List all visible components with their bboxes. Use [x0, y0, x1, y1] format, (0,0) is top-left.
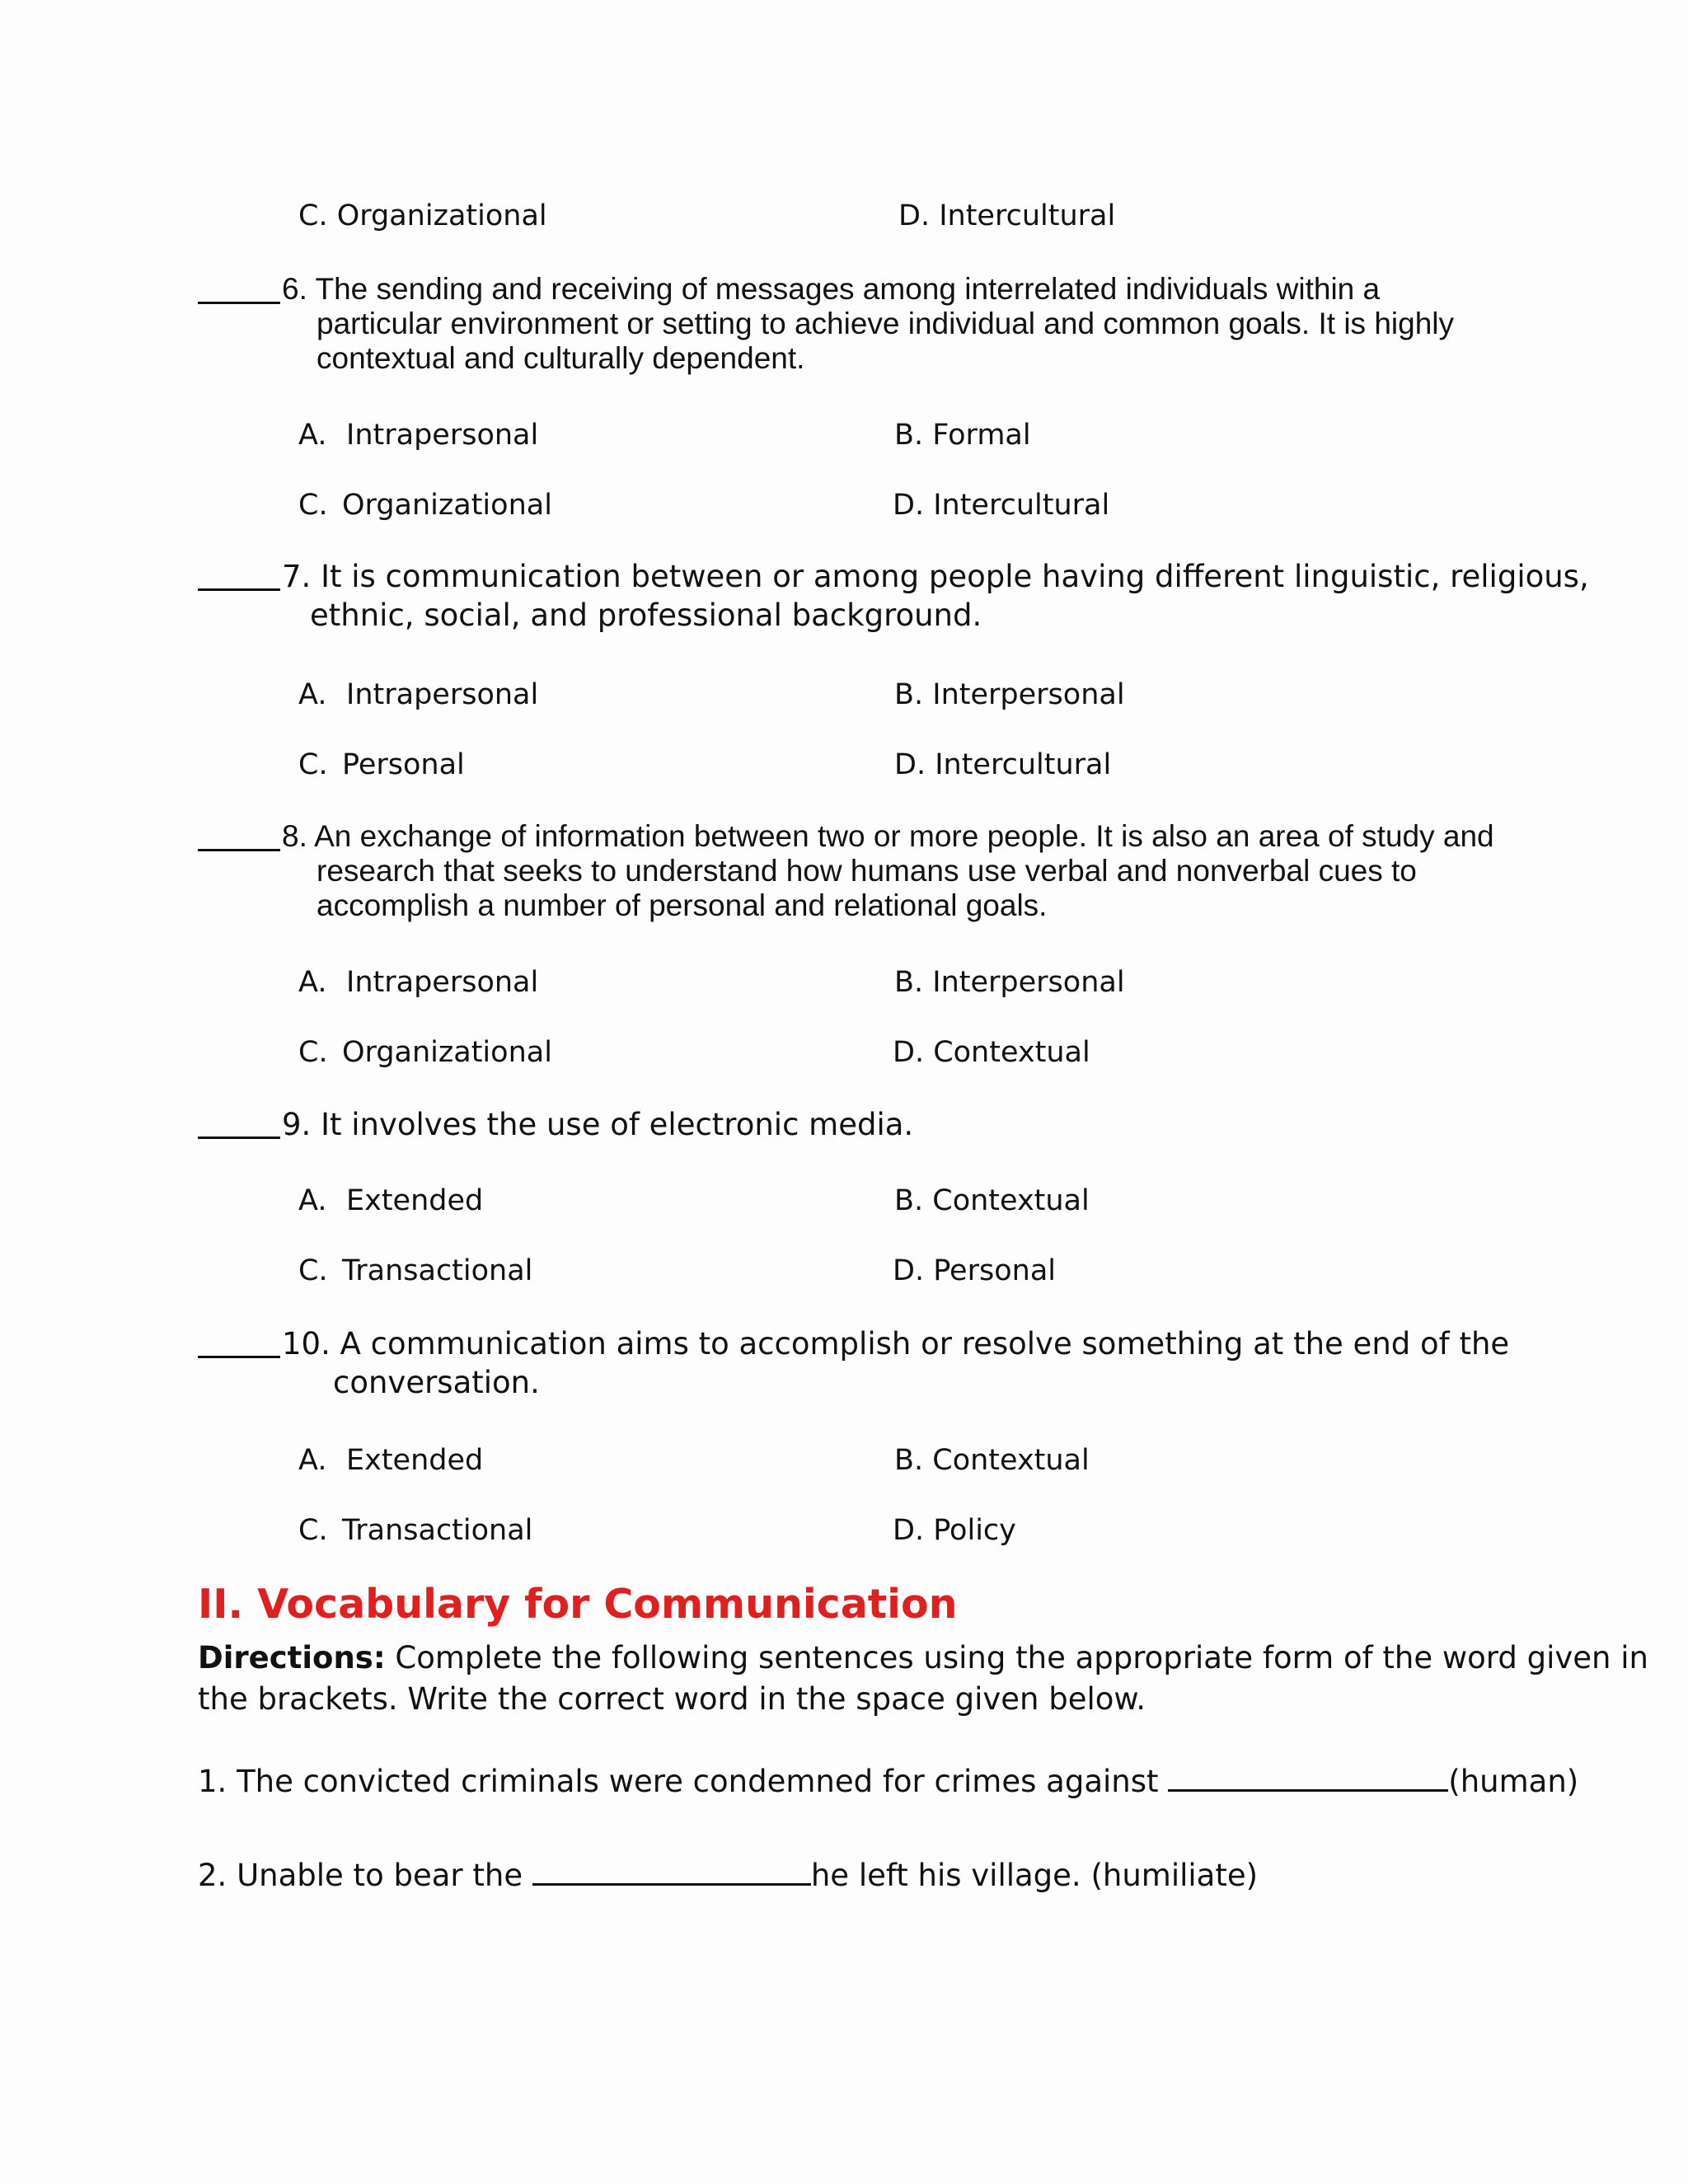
question-9 [198, 1107, 913, 1142]
q8-option-c[interactable]: C. Organizational [298, 1036, 552, 1069]
section-heading: II. Vocabulary for Communication [198, 1581, 958, 1628]
q7-option-b[interactable]: B. Interpersonal [894, 678, 1125, 711]
q5-option-d: D. Intercultural [898, 199, 1116, 232]
answer-blank[interactable] [198, 1326, 280, 1358]
q8-option-a[interactable]: A. Intrapersonal [298, 966, 539, 999]
question-text: 10. A communication aims to accomplish or resolve something at the end of the [282, 1326, 1510, 1361]
q9-option-b[interactable]: B. Contextual [894, 1184, 1090, 1217]
directions-label: Directions: [198, 1640, 386, 1675]
q10-option-a[interactable]: A. Extended [298, 1444, 484, 1477]
question-text-cont: research that seeks to understand how humans use verbal and nonverbal cues to [316, 854, 1417, 888]
q10-option-b[interactable]: B. Contextual [894, 1444, 1090, 1477]
question-text: 8. An exchange of information between two or more people. It is also an area of study and [282, 819, 1494, 853]
answer-blank[interactable] [1168, 1761, 1448, 1792]
answer-blank[interactable] [198, 1107, 280, 1139]
q9-option-a[interactable]: A. Extended [298, 1184, 484, 1217]
q7-option-a[interactable]: A. Intrapersonal [298, 678, 539, 711]
directions-line-1: Directions: Complete the following sentences using the appropriate form of the word given in [198, 1640, 1648, 1675]
question-text: 7. It is communication between or among people having different linguistic, religious, [282, 559, 1589, 594]
answer-blank[interactable] [532, 1855, 811, 1886]
q5-option-c: C. Organizational [298, 199, 547, 232]
question-7 [198, 559, 1589, 633]
question-text-cont: ethnic, social, and professional background. [310, 598, 982, 633]
question-6 [198, 272, 1454, 376]
q6-option-a[interactable]: A. Intrapersonal [298, 419, 539, 452]
answer-blank[interactable] [198, 272, 280, 304]
q7-option-c[interactable]: C. Personal [298, 748, 465, 781]
q9-option-c[interactable]: C. Transactional [298, 1254, 533, 1287]
q6-option-d[interactable]: D. Intercultural [893, 489, 1110, 522]
question-8 [198, 819, 1494, 923]
question-text-cont: accomplish a number of personal and relational goals. [316, 888, 1048, 922]
q8-option-b[interactable]: B. Interpersonal [894, 966, 1125, 999]
answer-blank[interactable] [198, 559, 280, 591]
q10-option-d[interactable]: D. Policy [893, 1514, 1016, 1547]
question-text: 6. The sending and receiving of messages among interrelated individuals within a [282, 272, 1381, 306]
q6-option-b[interactable]: B. Formal [894, 419, 1031, 452]
q10-option-c[interactable]: C. Transactional [298, 1514, 533, 1547]
vocab-item-1: 1. The convicted criminals were condemned for crimes against (human) [198, 1761, 1578, 1799]
question-10 [198, 1326, 1509, 1400]
directions-line-2: the brackets. Write the correct word in the space given below. [198, 1681, 1146, 1717]
q6-option-c[interactable]: C. Organizational [298, 489, 552, 522]
question-text: 9. It involves the use of electronic media. [282, 1107, 914, 1142]
vocab-item-2: 2. Unable to bear the he left his village. (humiliate) [198, 1855, 1258, 1893]
q9-option-d[interactable]: D. Personal [893, 1254, 1056, 1287]
q7-option-d[interactable]: D. Intercultural [894, 748, 1112, 781]
question-text-cont: conversation. [333, 1365, 540, 1400]
q8-option-d[interactable]: D. Contextual [893, 1036, 1090, 1069]
question-text-cont: contextual and culturally dependent. [316, 341, 805, 375]
question-text-cont: particular environment or setting to achieve individual and common goals. It is highly [316, 307, 1455, 340]
answer-blank[interactable] [198, 819, 280, 851]
